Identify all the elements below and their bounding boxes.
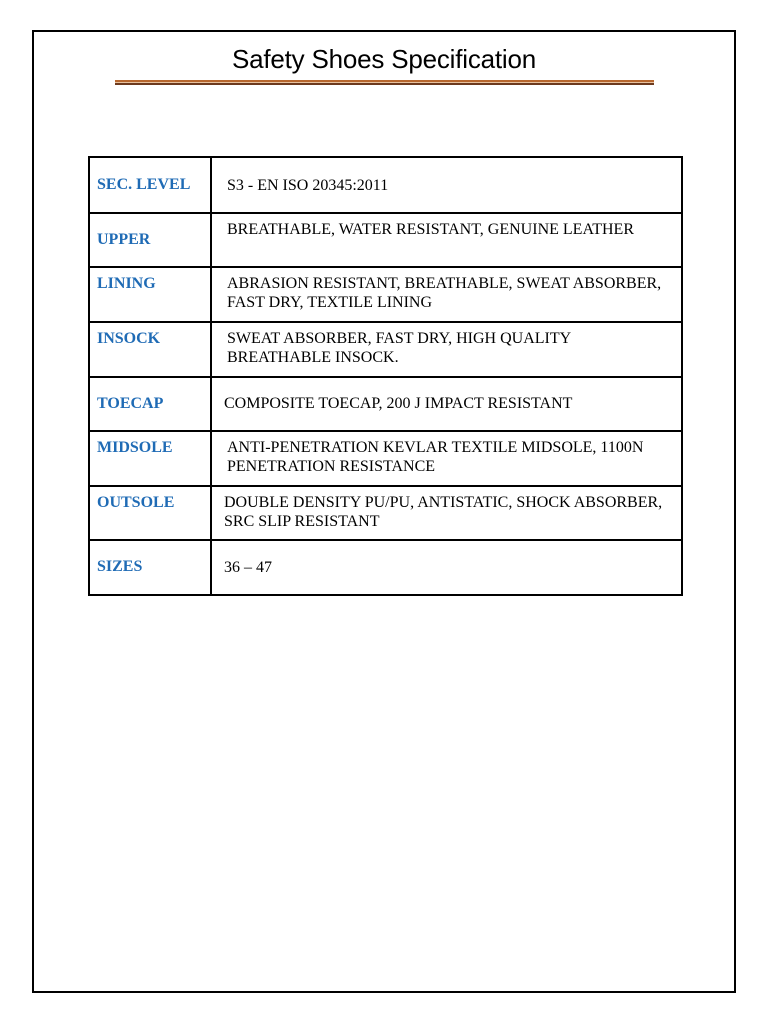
- specification-table: [88, 156, 683, 596]
- row-value-lining: ABRASION RESISTANT, BREATHABLE, SWEAT ABSORBER, FAST DRY, TEXTILE LINING: [211, 267, 682, 322]
- row-label-insock: INSOCK: [89, 322, 211, 377]
- page-title: Safety Shoes Specification: [231, 44, 537, 74]
- row-value-toecap: COMPOSITE TOECAP, 200 J IMPACT RESISTANT: [211, 377, 682, 431]
- row-value-sizes: 36 – 47: [211, 540, 682, 595]
- table-row: [89, 377, 682, 431]
- row-value-insock: SWEAT ABSORBER, FAST DRY, HIGH QUALITY BREATHABLE INSOCK.: [211, 322, 682, 377]
- row-label-sec-level: SEC. LEVEL: [89, 157, 211, 213]
- row-value-upper: BREATHABLE, WATER RESISTANT, GENUINE LEATHER: [211, 213, 682, 267]
- table-row: [89, 322, 682, 377]
- row-value-midsole: ANTI-PENETRATION KEVLAR TEXTILE MIDSOLE, 1100N PENETRATION RESISTANCE: [211, 431, 682, 486]
- table-row: [89, 157, 682, 213]
- row-label-outsole: OUTSOLE: [89, 486, 211, 540]
- row-label-toecap: TOECAP: [89, 377, 211, 431]
- table-row: [89, 431, 682, 486]
- row-value-sec-level: S3 - EN ISO 20345:2011: [211, 157, 682, 213]
- table-row: [89, 213, 682, 267]
- row-label-sizes: SIZES: [89, 540, 211, 595]
- table-row: [89, 540, 682, 595]
- title-underline: [115, 80, 654, 85]
- row-label-midsole: MIDSOLE: [89, 431, 211, 486]
- row-value-outsole: DOUBLE DENSITY PU/PU, ANTISTATIC, SHOCK ABSORBER, SRC SLIP RESISTANT: [211, 486, 682, 540]
- row-label-upper: UPPER: [89, 213, 211, 267]
- table-row: [89, 267, 682, 322]
- table-row: [89, 486, 682, 540]
- row-label-lining: LINING: [89, 267, 211, 322]
